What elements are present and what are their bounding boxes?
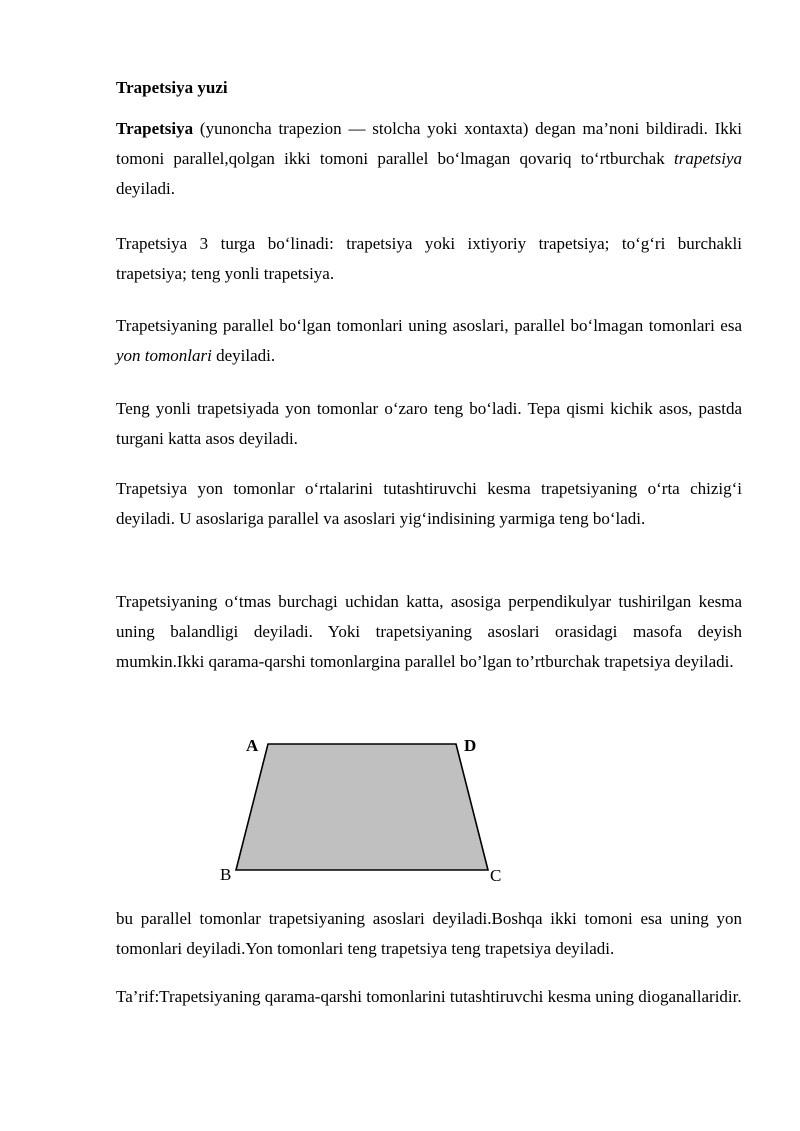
paragraph-text: deyiladi. [116,179,176,198]
vertex-label-d: D [464,736,477,755]
term-italic: yon tomonlari [116,346,212,365]
page-title: Trapetsiya yuzi [116,78,228,97]
paragraph-text: Trapetsiyaning parallel bo‘lgan tomonlari uning asoslari, parallel bo‘lmagan tomonlari esa [116,316,742,335]
vertex-label-a: A [246,736,259,755]
paragraph-text: (yunoncha trapezion — stolcha yoki xontaxta) degan ma’noni bildiradi. Ikki tomoni parallel,qolgan ikki tomoni parallel bo‘lmagan qovariq to‘rtburchak [116,119,742,168]
paragraph-definition [116,114,742,204]
paragraph-height: Trapetsiyaning o‘tmas burchagi uchidan katta, asosiga perpendikulyar tushirilgan kesma uning balandligi deyiladi. Yoki trapetsiyaning asoslari orasidagi masofa deyish mumkin.Ikki qarama-qarshi tomonlargina parallel bo’lgan to’rtburchak trapetsiya deyiladi. [116,592,742,671]
vertex-label-c: C [490,866,502,885]
term-bold: Trapetsiya [116,119,194,138]
paragraph-midline: Trapetsiya yon tomonlar o‘rtalarini tutashtiruvchi kesma trapetsiyaning o‘rta chizig‘i deyiladi. U asoslariga parallel va asoslari yig‘indisining yarmiga teng bo‘ladi. [116,479,742,528]
trapezoid-shape [236,744,488,870]
paragraph-bases-note: bu parallel tomonlar trapetsiyaning asoslari deyiladi.Boshqa ikki tomoni esa uning yon tomonlari deyiladi.Yon tomonlari teng trapetsiya teng trapetsiya deyiladi. [116,909,742,958]
vertex-label-b: B [220,865,232,884]
trapezoid-figure [200,728,520,888]
paragraph-text: deyiladi. [211,346,276,365]
paragraph-bases [116,311,742,371]
paragraph-diagonal-definition: Ta’rif:Trapetsiyaning qarama-qarshi tomonlarini tutashtiruvchi kesma uning dioganallaridir. [116,987,742,1006]
term-italic: trapetsiya [674,149,742,168]
paragraph-types: Trapetsiya 3 turga bo‘linadi: trapetsiya yoki ixtiyoriy trapetsiya; to‘g‘ri burchakli trapetsiya; teng yonli trapetsiya. [116,234,742,283]
trapezoid-diagram [200,728,520,888]
paragraph-isosceles: Teng yonli trapetsiyada yon tomonlar o‘zaro teng bo‘ladi. Tepa qismi kichik asos, pastda turgani katta asos deyiladi. [116,399,742,448]
